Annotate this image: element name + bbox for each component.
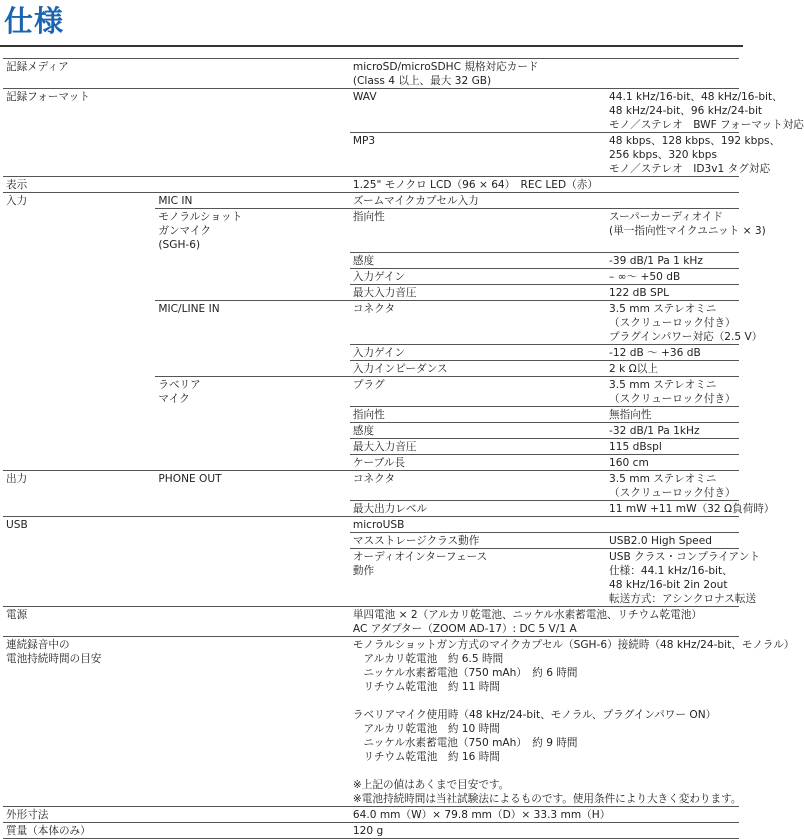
spec-cell-c2: [155, 89, 350, 133]
spec-cell-c3: [350, 360, 606, 376]
spec-text: コネクタ: [352, 302, 396, 315]
spec-text: -12 dB 〜 +36 dB: [609, 346, 701, 359]
spec-cell-c2: [155, 406, 350, 422]
spec-cell-c1: [3, 548, 155, 606]
spec-row: [3, 177, 739, 193]
spec-cell-c4: [606, 344, 739, 360]
spec-text: 入力インピーダンス: [352, 362, 448, 375]
spec-cell-c1: [3, 193, 155, 209]
spec-cell-c2: [155, 470, 350, 500]
spec-row: [3, 516, 739, 532]
spec-cell-c3: [350, 532, 606, 548]
spec-cell-c4: [606, 284, 739, 300]
spec-cell-c2: [155, 500, 350, 516]
spec-cell-c4: [606, 252, 739, 268]
spec-cell-c3: [350, 59, 739, 89]
spec-cell-c3: [350, 284, 606, 300]
spec-cell-c3: [350, 177, 739, 193]
spec-row: [3, 532, 739, 548]
spec-row: [3, 438, 739, 454]
spec-cell-c2: [155, 532, 350, 548]
page-title: 仕様: [4, 4, 65, 38]
spec-cell-c4: [606, 470, 739, 500]
spec-cell-c4: [606, 548, 760, 606]
spec-cell-c3: [350, 548, 606, 606]
spec-cell-c4: [606, 300, 763, 344]
spec-cell-c2: [155, 252, 350, 268]
spec-cell-c1: [3, 470, 155, 500]
spec-text: MIC IN: [158, 195, 193, 207]
spec-cell-c3: [350, 406, 606, 422]
spec-cell-c3: [350, 344, 606, 360]
spec-cell-c3: [350, 133, 606, 177]
spec-row: [3, 360, 739, 376]
spec-row: [3, 500, 739, 516]
spec-cell-c1: [3, 376, 155, 406]
spec-text: 感度: [352, 254, 375, 267]
spec-text: microUSB: [352, 518, 405, 531]
spec-text: ズームマイクカプセル入力: [352, 195, 479, 207]
spec-text: コネクタ: [352, 472, 396, 485]
spec-text: スーパーカーディオイド (単一指向性マイクユニット × 3): [609, 211, 766, 237]
spec-cell-c1: [3, 822, 155, 838]
spec-cell-c3: [350, 422, 606, 438]
spec-text: 3.5 mm ステレオミニ （スクリューロック付き）: [609, 378, 736, 405]
spec-cell-c2: [155, 284, 350, 300]
spec-cell-c2: [155, 422, 350, 438]
spec-cell-c4: [606, 268, 739, 284]
spec-cell-c2: [155, 376, 350, 406]
spec-text: 3.5 mm ステレオミニ （スクリューロック付き）: [609, 472, 736, 499]
spec-text: 2 k Ω以上: [609, 362, 658, 375]
spec-row: [3, 59, 739, 89]
spec-cell-c3: [350, 516, 739, 532]
spec-row: [3, 268, 739, 284]
spec-row: [3, 470, 739, 500]
spec-cell-c1: [3, 532, 155, 548]
spec-row: [3, 133, 739, 177]
spec-text: 1.25" モノクロ LCD（96 × 64） REC LED（赤）: [352, 179, 598, 191]
spec-cell-c3: [350, 606, 739, 636]
spec-cell-c1: [3, 209, 155, 253]
spec-cell-c1: [3, 606, 155, 636]
spec-row: [3, 209, 739, 253]
spec-text: -39 dB/1 Pa 1 kHz: [609, 254, 703, 267]
spec-text: 質量（本体のみ）: [6, 824, 91, 837]
spec-row: [3, 252, 739, 268]
spec-text: 最大入力音圧: [352, 440, 417, 453]
spec-cell-c3: [350, 500, 606, 516]
spec-cell-c3: [350, 636, 795, 806]
spec-text: 最大出力レベル: [352, 502, 428, 515]
spec-text: プラグ: [352, 378, 385, 391]
spec-row: [3, 454, 739, 470]
spec-cell-c4: [606, 406, 739, 422]
spec-cell-c2: [155, 193, 350, 209]
spec-text: 入力ゲイン: [352, 346, 406, 359]
spec-row: [3, 376, 739, 406]
spec-text: 指向性: [352, 211, 385, 223]
spec-text: モノラルショット ガンマイク (SGH-6): [158, 211, 243, 251]
spec-text: USB2.0 High Speed: [609, 534, 712, 547]
spec-cell-c2: [155, 606, 350, 636]
spec-text: 電源: [6, 608, 28, 621]
spec-text: 44.1 kHz/16-bit、48 kHz/16-bit、 48 kHz/24-bit、96 kHz/24-bit モノ／ステレオ BWF フォーマット対応: [609, 91, 804, 131]
spec-cell-c3: [350, 300, 606, 344]
spec-cell-c2: [155, 133, 350, 177]
spec-text: – ∞〜 +50 dB: [609, 270, 681, 283]
spec-text: 指向性: [352, 408, 385, 421]
spec-cell-c2: [155, 806, 350, 822]
spec-text: 11 mW +11 mW（32 Ω負荷時）: [609, 502, 775, 515]
spec-cell-c1: [3, 500, 155, 516]
spec-text: 単四電池 × 2（アルカリ乾電池、ニッケル水素蓄電池、リチウム乾電池） AC アダプター（ZOOM AD-17）: DC 5 V/1 A: [352, 608, 702, 635]
spec-text: ラベリア マイク: [158, 378, 201, 405]
spec-text: USB クラス・コンプライアント 仕様：44.1 kHz/16-bit、 48 kHz/16-bit 2in 2out 転送方式：アシンクロナス転送: [609, 550, 760, 605]
spec-cell-c2: [155, 636, 350, 806]
title-rule: [0, 45, 743, 47]
spec-cell-c1: [3, 422, 155, 438]
spec-row: [3, 406, 739, 422]
spec-row: [3, 284, 739, 300]
spec-row: [3, 548, 739, 606]
spec-cell-c1: [3, 252, 155, 268]
spec-text: 記録メディア: [6, 61, 69, 73]
spec-cell-c4: [606, 89, 804, 133]
spec-row: [3, 344, 739, 360]
spec-cell-c2: [155, 344, 350, 360]
spec-cell-c3: [350, 454, 606, 470]
spec-cell-c2: [155, 177, 350, 193]
spec-cell-c2: [155, 360, 350, 376]
spec-cell-c2: [155, 822, 350, 838]
spec-cell-c1: [3, 806, 155, 822]
spec-text: 外形寸法: [6, 808, 49, 821]
spec-text: WAV: [352, 91, 377, 103]
spec-cell-c1: [3, 300, 155, 344]
spec-cell-c1: [3, 177, 155, 193]
spec-text: オーディオインターフェース 動作: [352, 550, 488, 577]
spec-text: 記録フォーマット: [6, 91, 90, 103]
spec-text: 無指向性: [609, 408, 652, 421]
spec-row: [3, 822, 739, 838]
spec-cell-c4: [606, 422, 739, 438]
spec-text: 入力ゲイン: [352, 270, 406, 283]
spec-text: 48 kbps、128 kbps、192 kbps、 256 kbps、320 kbps モノ／ステレオ ID3v1 タグ対応: [609, 135, 781, 175]
spec-cell-c4: [606, 500, 775, 516]
spec-row: [3, 806, 739, 822]
spec-row: [3, 636, 739, 806]
spec-cell-c2: [155, 454, 350, 470]
spec-row: [3, 193, 739, 209]
spec-text: 64.0 mm（W）× 79.8 mm（D）× 33.3 mm（H）: [352, 808, 611, 821]
spec-text: 最大入力音圧: [352, 286, 417, 299]
spec-text: モノラルショットガン方式のマイクカプセル（SGH-6）接続時（48 kHz/24-bit、モノラル） アルカリ乾電池 約 6.5 時間 ニッケル水素蓄電池（750 mAh） 約 6 時間 リチウム乾電池 約 11 時間 ラベリアマイク使用時（48 kHz/24-bit、モノラル、プラグインパワー ON） アルカリ乾電池 約 10 時間 ニッケル水素蓄電池（750 mAh） 約 9 時間 リチウム乾電池 約 16 時間 ※上記の値はあくまで目安です。 ※電池持続時間は当社試験法によるものです。使用条件により大きく変わります。: [352, 638, 795, 805]
spec-text: 115 dBspl: [609, 440, 662, 453]
spec-cell-c4: [606, 376, 739, 406]
spec-text: 表示: [6, 179, 28, 191]
spec-row: [3, 89, 739, 133]
spec-cell-c4: [606, 532, 739, 548]
spec-cell-c2: [155, 300, 350, 344]
spec-cell-c1: [3, 89, 155, 133]
spec-cell-c1: [3, 636, 155, 806]
spec-cell-c2: [155, 209, 350, 253]
spec-cell-c3: [350, 209, 606, 253]
spec-text: -32 dB/1 Pa 1kHz: [609, 424, 700, 437]
spec-row: [3, 606, 739, 636]
spec-cell-c1: [3, 454, 155, 470]
spec-cell-c3: [350, 470, 606, 500]
spec-cell-c1: [3, 284, 155, 300]
spec-cell-c4: [606, 360, 739, 376]
spec-text: マスストレージクラス動作: [352, 534, 480, 547]
spec-cell-c3: [350, 268, 606, 284]
spec-text: 3.5 mm ステレオミニ （スクリューロック付き） プラグインパワー対応（2.5 V）: [609, 302, 763, 343]
spec-cell-c2: [155, 59, 350, 89]
spec-cell-c4: [606, 209, 766, 253]
spec-cell-c3: [350, 376, 606, 406]
spec-text: MP3: [352, 135, 376, 147]
spec-cell-c3: [350, 89, 606, 133]
spec-text: 連続録音中の 電池持続時間の目安: [6, 638, 102, 665]
spec-cell-c3: [350, 806, 739, 822]
spec-text: 出力: [6, 472, 28, 485]
spec-cell-c2: [155, 268, 350, 284]
spec-text: 122 dB SPL: [609, 286, 670, 299]
spec-cell-c4: [606, 454, 739, 470]
spec-cell-c4: [606, 438, 739, 454]
spec-cell-c1: [3, 438, 155, 454]
spec-cell-c3: [350, 438, 606, 454]
spec-text: 入力: [6, 195, 28, 207]
spec-cell-c1: [3, 360, 155, 376]
spec-cell-c4: [606, 133, 781, 177]
spec-cell-c3: [350, 193, 739, 209]
spec-cell-c1: [3, 59, 155, 89]
spec-cell-c1: [3, 516, 155, 532]
spec-text: MIC/LINE IN: [158, 302, 220, 315]
spec-cell-c1: [3, 268, 155, 284]
spec-text: PHONE OUT: [158, 472, 222, 485]
spec-cell-c1: [3, 133, 155, 177]
spec-row: [3, 300, 739, 344]
spec-table: [3, 58, 804, 839]
spec-cell-c3: [350, 822, 739, 838]
spec-cell-c2: [155, 548, 350, 606]
spec-text: 160 cm: [609, 456, 649, 469]
spec-text: microSD/microSDHC 規格対応カード (Class 4 以上、最大 32 GB): [352, 61, 539, 87]
spec-text: ケーブル長: [352, 456, 405, 469]
spec-cell-c3: [350, 252, 606, 268]
spec-cell-c1: [3, 344, 155, 360]
spec-row: [3, 422, 739, 438]
spec-cell-c1: [3, 406, 155, 422]
spec-text: 感度: [352, 424, 375, 437]
spec-cell-c2: [155, 516, 350, 532]
spec-cell-c2: [155, 438, 350, 454]
spec-text: 120 g: [352, 824, 384, 837]
spec-text: USB: [6, 518, 28, 531]
